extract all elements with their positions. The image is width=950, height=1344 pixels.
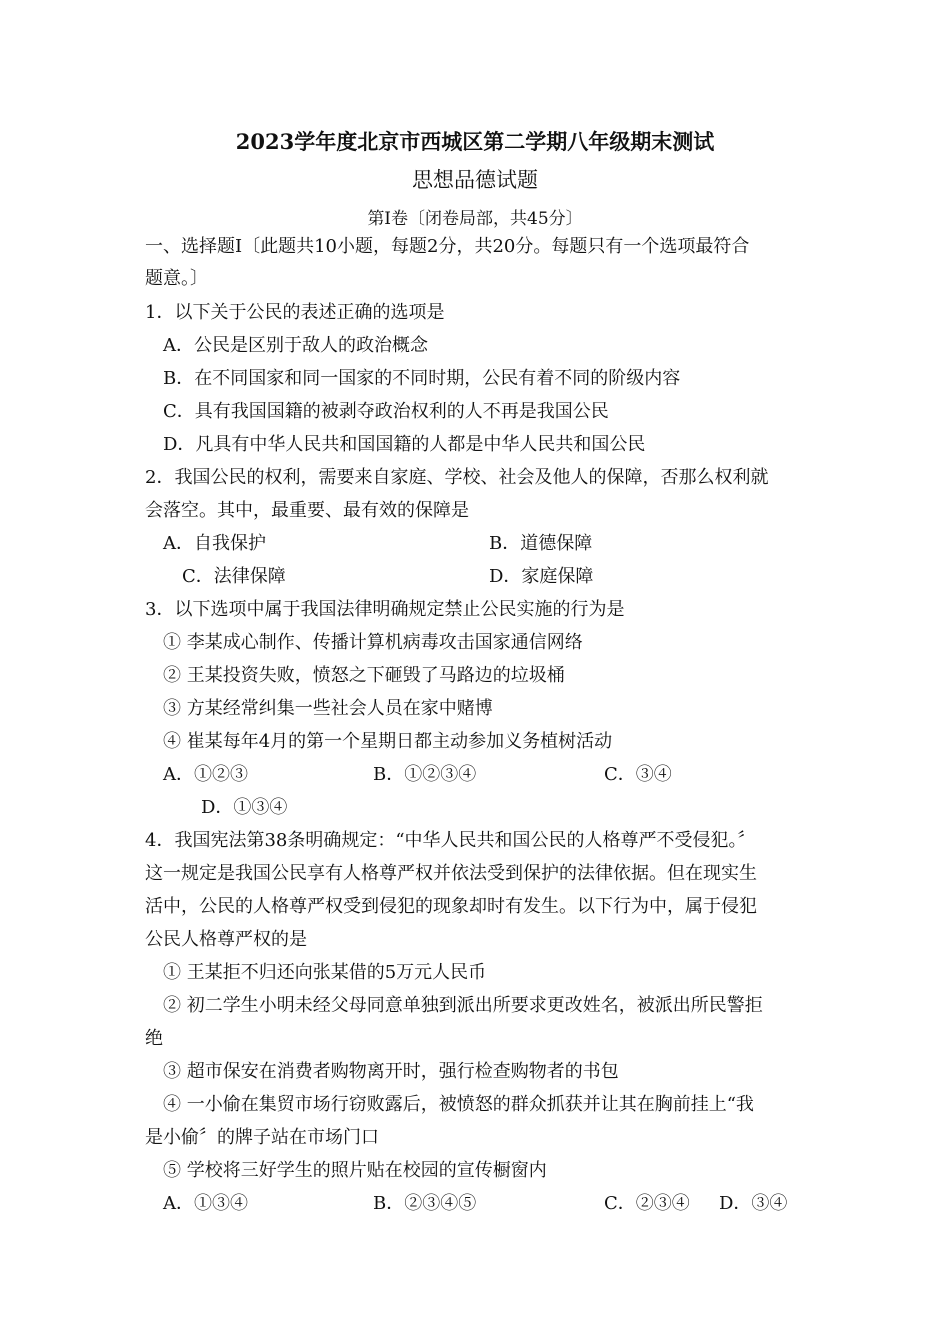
- q3-option-a: A．①②③: [163, 764, 248, 785]
- q2-option-d: D．家庭保障: [489, 566, 594, 587]
- q1-option-b: B．在不同国家和同一国家的不同时期，公民有着不同的阶级内容: [163, 368, 681, 389]
- q2-option-b: B．道德保障: [489, 533, 593, 554]
- exam-subtitle: 思想品德试题: [412, 168, 538, 192]
- q1-option-c: C．具有我国国籍的被剥夺政治权利的人不再是我国公民: [163, 401, 609, 422]
- q2-stem-line1: 2．我国公民的权利，需要来自家庭、学校、社会及他人的保障，否那么权利就: [145, 467, 769, 488]
- q4-item-4-line2: 是小偷〞的牌子站在市场门口: [145, 1127, 379, 1148]
- q4-option-d: D．③④: [719, 1193, 788, 1214]
- q4-option-a: A．①③④: [163, 1193, 248, 1214]
- q3-option-b: B．①②③④: [373, 764, 477, 785]
- q4-option-c: C．②③④: [604, 1193, 690, 1214]
- q4-stem-line2: 这一规定是我国公民享有人格尊严权并依法受到保护的法律依据。但在现实生: [145, 863, 757, 884]
- q4-option-b: B．②③④⑤: [373, 1193, 477, 1214]
- q3-option-d: D．①③④: [201, 797, 288, 818]
- volume-heading: 第I卷〔闭卷局部，共45分〕: [367, 209, 583, 229]
- section-instruction-line2: 题意。〕: [145, 268, 208, 289]
- q1-stem: 1．以下关于公民的表述正确的选项是: [145, 302, 445, 323]
- q4-item-4-line1: ④ 一小偷在集贸市场行窃败露后，被愤怒的群众抓获并让其在胸前挂上“我: [163, 1094, 754, 1115]
- q3-item-3: ③ 方某经常纠集一些社会人员在家中赌博: [163, 698, 493, 719]
- q2-stem-line2: 会落空。其中，最重要、最有效的保障是: [145, 500, 469, 521]
- q4-stem-line1: 4．我国宪法第38条明确规定：“中华人民共和国公民的人格尊严不受侵犯。〞: [145, 830, 756, 851]
- q4-item-5: ⑤ 学校将三好学生的照片贴在校园的宣传橱窗内: [163, 1160, 547, 1181]
- q4-item-1: ① 王某拒不归还向张某借的5万元人民币: [163, 962, 487, 983]
- q2-option-a: A．自我保护: [163, 533, 266, 554]
- q1-option-a: A．公民是区别于敌人的政治概念: [163, 335, 428, 356]
- q2-option-c: C．法律保障: [182, 566, 286, 587]
- q3-item-1: ① 李某成心制作、传播计算机病毒攻击国家通信网络: [163, 632, 583, 653]
- q3-stem: 3．以下选项中属于我国法律明确规定禁止公民实施的行为是: [145, 599, 625, 620]
- exam-title: 2023学年度北京市西城区第二学期八年级期末测试: [235, 129, 715, 154]
- q1-option-d: D．凡具有中华人民共和国国籍的人都是中华人民共和国公民: [163, 434, 646, 455]
- q4-item-2-line1: ② 初二学生小明未经父母同意单独到派出所要求更改姓名，被派出所民警拒: [163, 995, 763, 1016]
- q3-option-c: C．③④: [604, 764, 672, 785]
- q3-item-4: ④ 崔某每年4月的第一个星期日都主动参加义务植树活动: [163, 731, 613, 752]
- section-instruction-line1: 一、选择题I〔此题共10小题，每题2分，共20分。每题只有一个选项最符合: [145, 236, 750, 257]
- q4-item-2-line2: 绝: [145, 1028, 163, 1049]
- q4-stem-line3: 活中，公民的人格尊严权受到侵犯的现象却时有发生。以下行为中，属于侵犯: [145, 896, 757, 917]
- q4-stem-line4: 公民人格尊严权的是: [145, 929, 307, 950]
- q4-item-3: ③ 超市保安在消费者购物离开时，强行检查购物者的书包: [163, 1061, 619, 1082]
- q3-item-2: ② 王某投资失败，愤怒之下砸毁了马路边的垃圾桶: [163, 665, 565, 686]
